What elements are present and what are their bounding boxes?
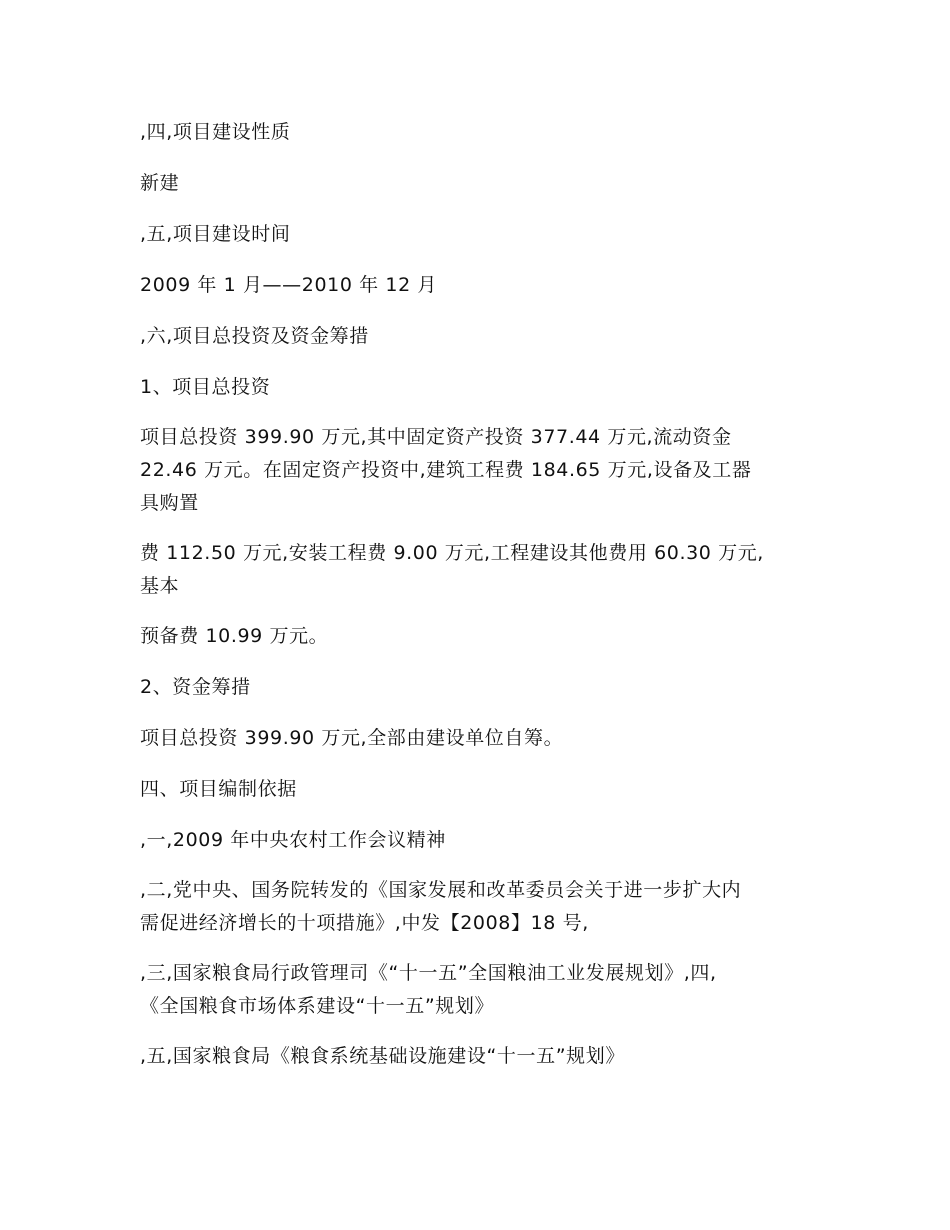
section-heading-investment: ,六,项目总投资及资金筹措 — [140, 325, 369, 347]
subheading-total-investment: 1、项目总投资 — [140, 376, 271, 398]
reserve-cost-paragraph: 预备费 10.99 万元。 — [140, 625, 329, 647]
section-heading-basis: 四、项目编制依据 — [140, 778, 297, 800]
construction-nature-text: 新建 — [140, 172, 180, 194]
basis-item-5: ,五,国家粮食局《粮食系统基础设施建设“十一五”规划》 — [140, 1045, 625, 1067]
basis-item-3: ,三,国家粮食局行政管理司《“十一五”全国粮油工业发展规划》,四, 《全国粮食市场体系建设“十一五”规划》 — [140, 962, 717, 1017]
fund-raising-text: 项目总投资 399.90 万元,全部由建设单位自筹。 — [140, 727, 564, 749]
section-heading-construction-nature: ,四,项目建设性质 — [140, 121, 291, 143]
basis-item-1: ,一,2009 年中央农村工作会议精神 — [140, 829, 446, 851]
subheading-fund-raising: 2、资金筹措 — [140, 676, 251, 698]
section-heading-construction-time: ,五,项目建设时间 — [140, 223, 291, 245]
basis-item-2: ,二,党中央、国务院转发的《国家发展和改革委员会关于进一步扩大内 需促进经济增长的十项措施》,中发【2008】18 号, — [140, 879, 742, 934]
construction-time-text: 2009 年 1 月——2010 年 12 月 — [140, 274, 438, 296]
installation-cost-paragraph: 费 112.50 万元,安装工程费 9.00 万元,工程建设其他费用 60.30 万元, 基本 — [140, 542, 764, 597]
total-investment-paragraph: 项目总投资 399.90 万元,其中固定资产投资 377.44 万元,流动资金 22.46 万元。在固定资产投资中,建筑工程费 184.65 万元,设备及工器 具购置 — [140, 426, 752, 514]
